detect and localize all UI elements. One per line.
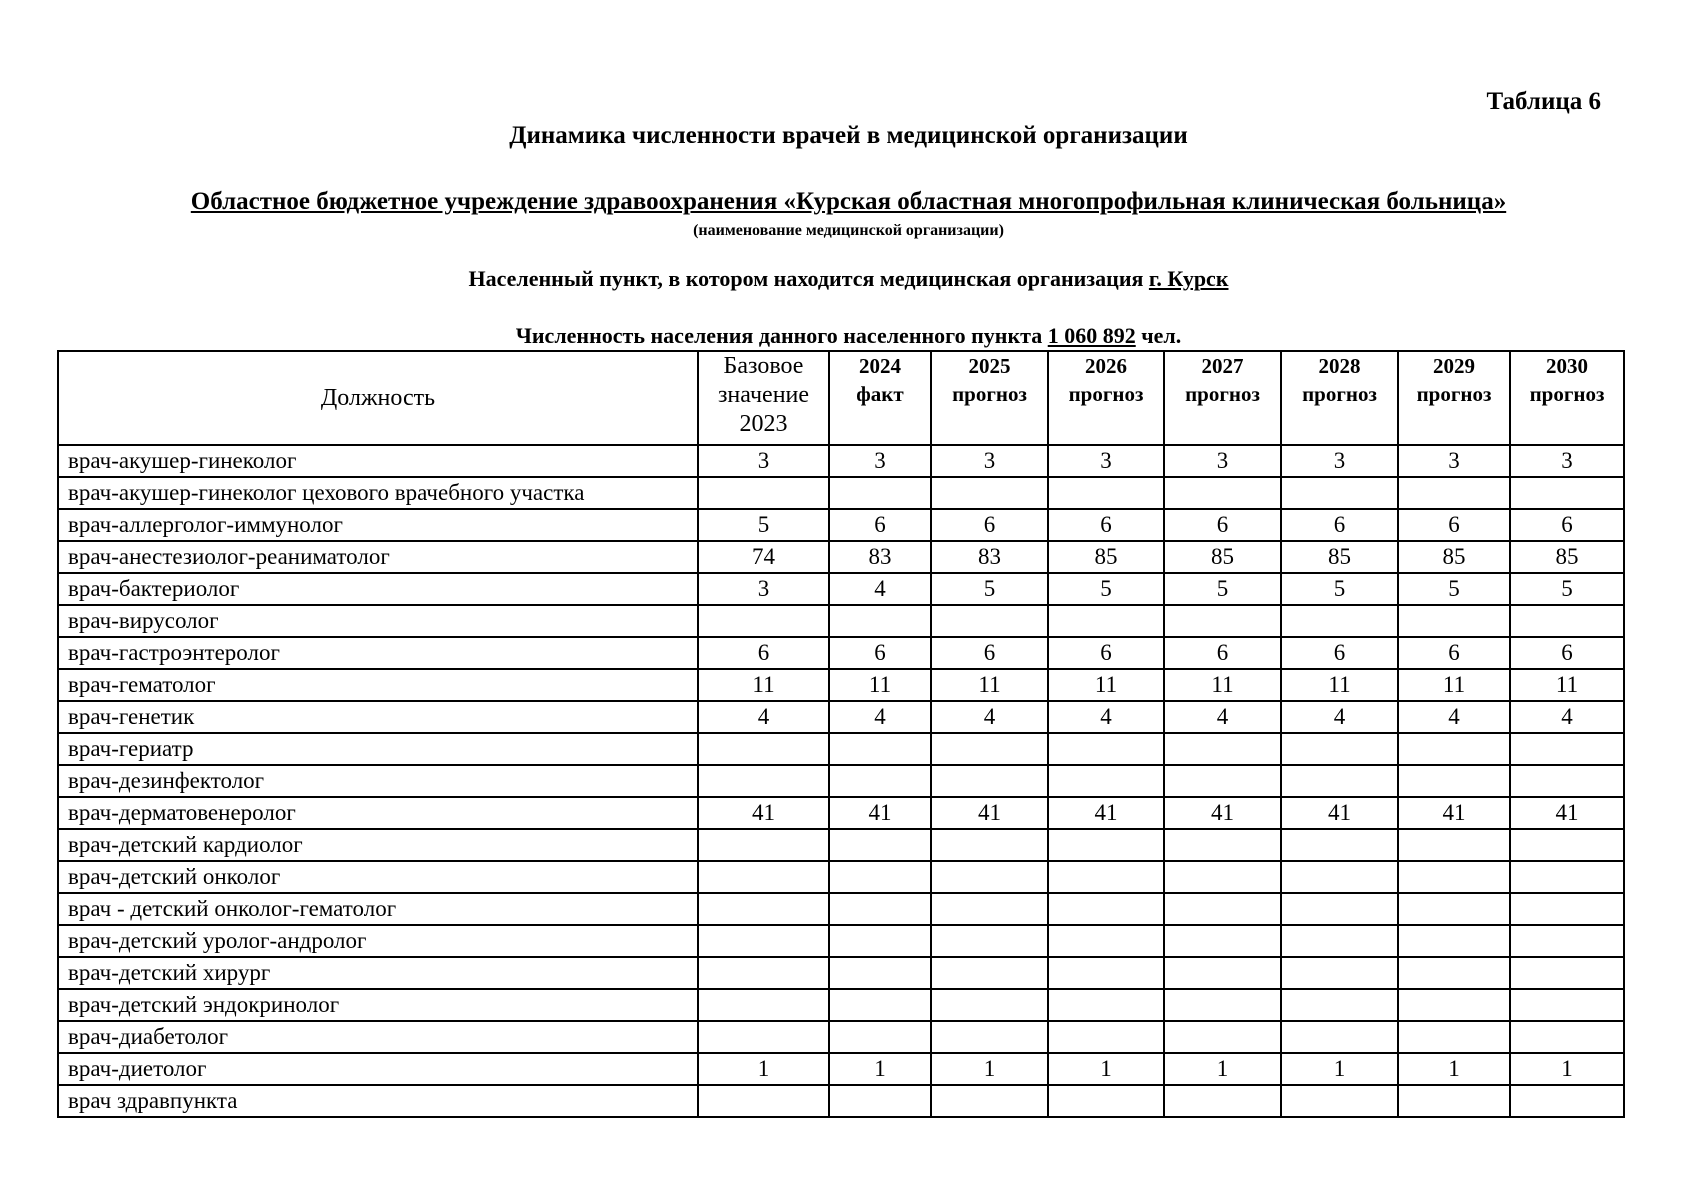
year-value-cell xyxy=(1510,605,1624,637)
table-row xyxy=(58,861,1624,893)
year-value-cell: 11 xyxy=(1281,669,1398,701)
year-value-cell: 85 xyxy=(1510,541,1624,573)
table-row xyxy=(58,829,1624,861)
year-value-cell xyxy=(1510,765,1624,797)
table-number: Таблица 6 xyxy=(1486,88,1601,115)
year-value-cell: 4 xyxy=(829,573,931,605)
year-value-cell: 6 xyxy=(1510,509,1624,541)
base-value-cell xyxy=(698,957,829,989)
year-value-cell xyxy=(1164,605,1281,637)
year-value-cell xyxy=(829,733,931,765)
year-value-cell xyxy=(1164,893,1281,925)
table-body xyxy=(58,445,1624,1117)
year-value-cell: 3 xyxy=(1398,445,1510,477)
locality-value: г. Курск xyxy=(1148,266,1229,291)
position-cell: врач-гематолог xyxy=(58,669,698,701)
table-row xyxy=(58,605,1624,637)
year-value-cell: 5 xyxy=(931,573,1048,605)
year-value-cell xyxy=(1048,861,1164,893)
year-value-cell: 3 xyxy=(829,445,931,477)
base-value-cell xyxy=(698,829,829,861)
year-value-cell xyxy=(1398,765,1510,797)
year-value-cell xyxy=(1048,733,1164,765)
year-value-cell xyxy=(1048,477,1164,509)
year-value-cell xyxy=(1164,925,1281,957)
population-unit: чел. xyxy=(1141,323,1182,348)
position-cell: врач-детский кардиолог xyxy=(58,829,698,861)
year-value-cell: 41 xyxy=(1164,797,1281,829)
base-value-cell xyxy=(698,861,829,893)
base-value-cell xyxy=(698,989,829,1021)
year-value-cell xyxy=(931,1021,1048,1053)
year-value-cell xyxy=(1164,829,1281,861)
year-value-cell xyxy=(1048,957,1164,989)
year-value-cell xyxy=(1164,733,1281,765)
year-value-cell xyxy=(1164,989,1281,1021)
year-value-cell xyxy=(1510,893,1624,925)
year-value-cell xyxy=(1510,829,1624,861)
year-value-cell xyxy=(1281,1085,1398,1117)
year-value-cell: 41 xyxy=(1048,797,1164,829)
year-value-cell: 6 xyxy=(1510,637,1624,669)
year-value-cell: 3 xyxy=(1048,445,1164,477)
year-value-cell xyxy=(1281,957,1398,989)
base-value-cell xyxy=(698,893,829,925)
year-value-cell xyxy=(1281,829,1398,861)
year-value-cell: 3 xyxy=(1281,445,1398,477)
year-value-cell: 1 xyxy=(931,1053,1048,1085)
year-value-cell xyxy=(1048,605,1164,637)
year-value-cell: 85 xyxy=(1048,541,1164,573)
year-value-cell: 11 xyxy=(1510,669,1624,701)
table-row xyxy=(58,1085,1624,1117)
year-value-cell: 85 xyxy=(1164,541,1281,573)
year-value-cell xyxy=(1048,1021,1164,1053)
base-value-cell xyxy=(698,733,829,765)
year-value-cell xyxy=(1510,989,1624,1021)
table-row xyxy=(58,797,1624,829)
position-cell: врач - детский онколог-гематолог xyxy=(58,893,698,925)
organization-caption: (наименование медицинской организации) xyxy=(693,222,1004,239)
position-cell: врач-диетолог xyxy=(58,1053,698,1085)
table-row xyxy=(58,637,1624,669)
year-value-cell xyxy=(1398,861,1510,893)
base-value-cell: 5 xyxy=(698,509,829,541)
table-row xyxy=(58,669,1624,701)
year-value-cell: 41 xyxy=(1398,797,1510,829)
year-value-cell xyxy=(931,893,1048,925)
position-cell: врач-акушер-гинеколог xyxy=(58,445,698,477)
year-value-cell xyxy=(931,829,1048,861)
year-value-cell: 11 xyxy=(829,669,931,701)
year-value-cell: 83 xyxy=(829,541,931,573)
year-value-cell xyxy=(1281,765,1398,797)
year-header-2030: 2030 прогноз xyxy=(1510,351,1624,445)
year-value-cell: 1 xyxy=(829,1053,931,1085)
year-value-cell: 1 xyxy=(1281,1053,1398,1085)
year-value-cell: 5 xyxy=(1164,573,1281,605)
year-value-cell xyxy=(1281,989,1398,1021)
year-value-cell xyxy=(931,1085,1048,1117)
year-value-cell xyxy=(1281,733,1398,765)
position-cell: врач-детский уролог-андролог xyxy=(58,925,698,957)
year-value-cell xyxy=(829,829,931,861)
year-value-cell xyxy=(1281,861,1398,893)
position-cell: врач-аллерголог-иммунолог xyxy=(58,509,698,541)
year-value-cell xyxy=(1510,477,1624,509)
year-value-cell: 6 xyxy=(829,509,931,541)
year-value-cell: 5 xyxy=(1281,573,1398,605)
year-value-cell: 4 xyxy=(1281,701,1398,733)
year-value-cell xyxy=(931,477,1048,509)
year-value-cell xyxy=(931,765,1048,797)
year-header-2028: 2028 прогноз xyxy=(1281,351,1398,445)
position-cell: врач-акушер-гинеколог цехового врачебного участка xyxy=(58,477,698,509)
position-cell: врач здравпункта xyxy=(58,1085,698,1117)
position-header: Должность xyxy=(58,351,698,445)
year-value-cell xyxy=(931,861,1048,893)
base-value-cell: 6 xyxy=(698,637,829,669)
year-value-cell: 6 xyxy=(931,637,1048,669)
year-value-cell: 5 xyxy=(1048,573,1164,605)
year-header-2024: 2024 факт xyxy=(829,351,931,445)
year-value-cell: 41 xyxy=(1281,797,1398,829)
year-value-cell xyxy=(1164,477,1281,509)
position-cell: врач-генетик xyxy=(58,701,698,733)
year-value-cell: 4 xyxy=(1048,701,1164,733)
position-cell: врач-анестезиолог-реаниматолог xyxy=(58,541,698,573)
year-value-cell xyxy=(1510,925,1624,957)
table-row xyxy=(58,733,1624,765)
year-value-cell: 11 xyxy=(1048,669,1164,701)
position-cell: врач-дезинфектолог xyxy=(58,765,698,797)
year-value-cell xyxy=(829,1021,931,1053)
year-value-cell xyxy=(1164,1021,1281,1053)
table-row xyxy=(58,509,1624,541)
table-row xyxy=(58,925,1624,957)
year-value-cell xyxy=(1164,765,1281,797)
year-value-cell: 1 xyxy=(1048,1053,1164,1085)
year-value-cell: 11 xyxy=(1164,669,1281,701)
year-value-cell xyxy=(1048,989,1164,1021)
year-value-cell xyxy=(1510,733,1624,765)
table-row xyxy=(58,893,1624,925)
position-cell: врач-гастроэнтеролог xyxy=(58,637,698,669)
population-line xyxy=(0,323,1697,349)
year-value-cell xyxy=(829,893,931,925)
year-header-2027: 2027 прогноз xyxy=(1164,351,1281,445)
year-header-2029: 2029 прогноз xyxy=(1398,351,1510,445)
year-value-cell xyxy=(1164,861,1281,893)
year-value-cell: 41 xyxy=(1510,797,1624,829)
year-value-cell xyxy=(1398,605,1510,637)
year-value-cell: 6 xyxy=(829,637,931,669)
year-value-cell xyxy=(931,925,1048,957)
year-value-cell xyxy=(829,1085,931,1117)
year-value-cell: 4 xyxy=(1164,701,1281,733)
table-row xyxy=(58,765,1624,797)
position-cell: врач-бактериолог xyxy=(58,573,698,605)
year-value-cell: 6 xyxy=(1398,509,1510,541)
base-value-cell: 1 xyxy=(698,1053,829,1085)
position-cell: врач-дерматовенеролог xyxy=(58,797,698,829)
population-value: 1 060 892 xyxy=(1047,323,1136,348)
year-value-cell: 6 xyxy=(1164,637,1281,669)
table-row xyxy=(58,477,1624,509)
year-value-cell xyxy=(829,861,931,893)
year-value-cell xyxy=(1398,477,1510,509)
position-cell: врач-вирусолог xyxy=(58,605,698,637)
year-value-cell xyxy=(1510,861,1624,893)
year-value-cell: 11 xyxy=(931,669,1048,701)
year-value-cell: 41 xyxy=(829,797,931,829)
base-value-cell xyxy=(698,925,829,957)
year-value-cell: 1 xyxy=(1510,1053,1624,1085)
position-cell: врач-гериатр xyxy=(58,733,698,765)
year-value-cell: 3 xyxy=(1510,445,1624,477)
position-cell: врач-детский хирург xyxy=(58,957,698,989)
year-value-cell xyxy=(1281,893,1398,925)
organization-name: Областное бюджетное учреждение здравоохранения «Курская областная многопрофильная клиническая больница» xyxy=(190,188,1507,215)
year-value-cell: 85 xyxy=(1398,541,1510,573)
base-value-cell: 3 xyxy=(698,573,829,605)
year-value-cell: 5 xyxy=(1398,573,1510,605)
year-value-cell xyxy=(1398,829,1510,861)
year-value-cell xyxy=(931,989,1048,1021)
year-value-cell xyxy=(1510,1085,1624,1117)
year-value-cell xyxy=(1510,1021,1624,1053)
base-value-cell xyxy=(698,765,829,797)
year-value-cell xyxy=(1398,957,1510,989)
year-value-cell xyxy=(829,765,931,797)
table-row xyxy=(58,445,1624,477)
base-value-cell xyxy=(698,605,829,637)
table-row xyxy=(58,701,1624,733)
table-row xyxy=(58,541,1624,573)
base-value-cell: 41 xyxy=(698,797,829,829)
year-value-cell xyxy=(1510,957,1624,989)
year-value-cell xyxy=(1281,925,1398,957)
document-title: Динамика численности врачей в медицинской организации xyxy=(509,122,1188,149)
year-value-cell: 41 xyxy=(931,797,1048,829)
base-value-cell: 4 xyxy=(698,701,829,733)
year-value-cell xyxy=(1048,1085,1164,1117)
year-value-cell: 6 xyxy=(1398,637,1510,669)
table-row xyxy=(58,573,1624,605)
year-value-cell: 4 xyxy=(1398,701,1510,733)
year-value-cell xyxy=(1398,989,1510,1021)
year-value-cell xyxy=(1048,893,1164,925)
position-cell: врач-детский онколог xyxy=(58,861,698,893)
year-value-cell: 11 xyxy=(1398,669,1510,701)
year-value-cell xyxy=(1048,829,1164,861)
year-value-cell: 3 xyxy=(931,445,1048,477)
base-value-cell xyxy=(698,1021,829,1053)
year-value-cell: 1 xyxy=(1398,1053,1510,1085)
year-header-2026: 2026 прогноз xyxy=(1048,351,1164,445)
base-value-header: Базовое значение 2023 xyxy=(698,351,829,445)
base-value-cell: 11 xyxy=(698,669,829,701)
year-value-cell xyxy=(1398,1085,1510,1117)
year-value-cell xyxy=(1164,1085,1281,1117)
base-value-cell: 74 xyxy=(698,541,829,573)
year-value-cell: 6 xyxy=(1048,637,1164,669)
table-row xyxy=(58,989,1624,1021)
base-value-cell xyxy=(698,477,829,509)
table-row xyxy=(58,957,1624,989)
base-value-cell: 3 xyxy=(698,445,829,477)
year-value-cell: 3 xyxy=(1164,445,1281,477)
year-value-cell xyxy=(1398,1021,1510,1053)
year-value-cell: 6 xyxy=(1281,637,1398,669)
position-cell: врач-детский эндокринолог xyxy=(58,989,698,1021)
year-value-cell xyxy=(829,957,931,989)
year-value-cell: 83 xyxy=(931,541,1048,573)
year-value-cell xyxy=(1164,957,1281,989)
year-value-cell xyxy=(1398,733,1510,765)
year-value-cell: 4 xyxy=(1510,701,1624,733)
year-value-cell xyxy=(829,989,931,1021)
year-value-cell xyxy=(1398,925,1510,957)
position-cell: врач-диабетолог xyxy=(58,1021,698,1053)
year-value-cell: 6 xyxy=(1048,509,1164,541)
year-value-cell xyxy=(931,957,1048,989)
year-value-cell xyxy=(1281,1021,1398,1053)
year-header-2025: 2025 прогноз xyxy=(931,351,1048,445)
year-value-cell xyxy=(931,605,1048,637)
year-value-cell: 5 xyxy=(1510,573,1624,605)
year-value-cell: 1 xyxy=(1164,1053,1281,1085)
year-value-cell xyxy=(1398,893,1510,925)
locality-line xyxy=(0,266,1697,292)
year-value-cell xyxy=(829,477,931,509)
year-value-cell: 6 xyxy=(1164,509,1281,541)
year-value-cell xyxy=(1048,765,1164,797)
year-value-cell: 85 xyxy=(1281,541,1398,573)
year-value-cell: 6 xyxy=(931,509,1048,541)
locality-label: Населенный пункт, в котором находится медицинская организация xyxy=(468,266,1144,291)
year-value-cell: 6 xyxy=(1281,509,1398,541)
year-value-cell: 4 xyxy=(931,701,1048,733)
base-value-cell xyxy=(698,1085,829,1117)
year-value-cell xyxy=(829,925,931,957)
year-value-cell xyxy=(1281,605,1398,637)
year-value-cell xyxy=(1281,477,1398,509)
year-value-cell xyxy=(931,733,1048,765)
table-row xyxy=(58,1053,1624,1085)
population-label: Численность населения данного населенного пункта xyxy=(515,323,1043,348)
year-value-cell xyxy=(1048,925,1164,957)
table-row xyxy=(58,1021,1624,1053)
year-value-cell: 4 xyxy=(829,701,931,733)
doctors-table xyxy=(57,350,1625,1118)
year-value-cell xyxy=(829,605,931,637)
table-header-row xyxy=(58,351,1624,445)
